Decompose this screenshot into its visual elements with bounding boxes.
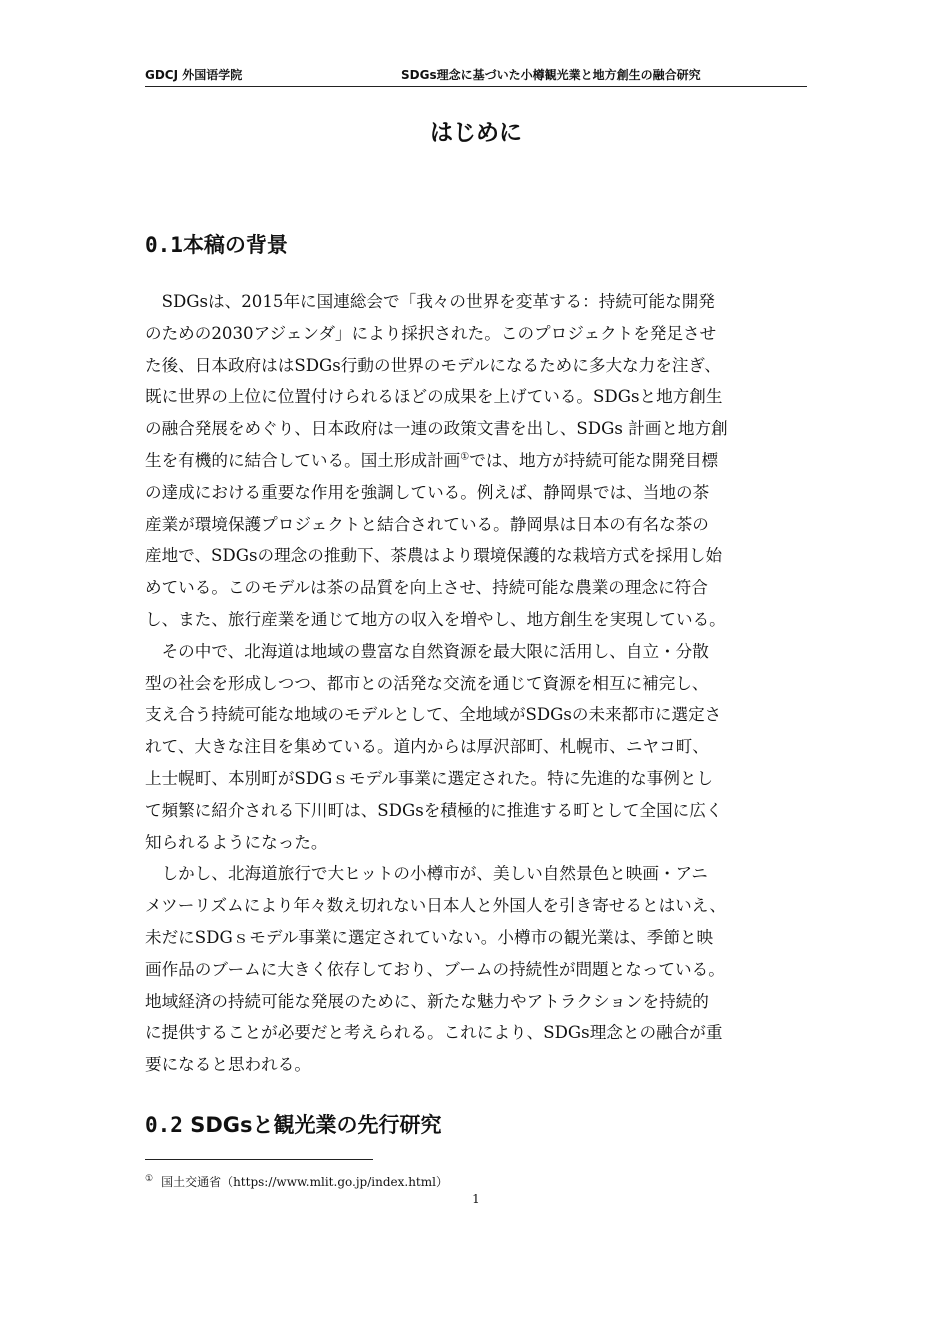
text-line-with-footnote	[145, 445, 807, 477]
text-line: その中で、北海道は地域の豊富な自然資源を最大限に活用し、自立・分散	[145, 641, 709, 661]
paragraph-1	[145, 286, 807, 636]
text-line: れて、大きな注目を集めている。道内からは厚沢部町、札幌市、ニヤコ町、	[145, 737, 709, 757]
footnote-mark: ①	[145, 1174, 154, 1184]
footnote	[145, 1170, 448, 1191]
text-line: に提供することが必要だと考えられる。これにより、SDGs理念との融合が重	[145, 1023, 723, 1043]
text-line: 産地で、SDGsの理念の推動下、茶農はより環境保護的な栽培方式を採用し始	[145, 546, 723, 566]
text-line: し、また、旅行産業を通じて地方の収入を増やし、地方創生を実現している。	[145, 609, 726, 629]
text-line: の融合発展をめぐり、日本政府は一連の政策文書を出し、SDGs 計画と地方創	[145, 419, 728, 439]
page-number: 1	[472, 1192, 480, 1206]
section-heading-0-2	[145, 1110, 807, 1140]
footnote-separator	[145, 1159, 373, 1160]
body-text	[145, 286, 807, 1081]
text-line: のための2030アジェンダ」により採択された。このプロジェクトを発足させ	[145, 323, 717, 343]
paragraph-3	[145, 858, 807, 1081]
text-line: しかし、北海道旅行で大ヒットの小樽市が、美しい自然景色と映画・アニ	[145, 864, 708, 884]
section-heading-0-1	[145, 230, 807, 260]
text-line: 既に世界の上位に位置付けられるほどの成果を上げている。SDGsと地方創生	[145, 387, 723, 407]
chapter-title: はじめに	[430, 120, 522, 146]
text-line: た後、日本政府ははSDGs行動の世界のモデルになるために多大な力を注ぎ、	[145, 355, 721, 375]
text-line: 知られるようになった。	[145, 832, 328, 852]
section-title: SDGsと観光業の先行研究	[190, 1113, 442, 1137]
paragraph-2	[145, 636, 807, 859]
text-line: 上士幌町、本別町がSDGｓモデル事業に選定された。特に先進的な事例とし	[145, 768, 714, 788]
section-number: 0.1	[145, 233, 183, 257]
text-line: 要になると思われる。	[145, 1055, 311, 1075]
text-line: の達成における重要な作用を強調している。例えば、静岡県では、当地の茶	[145, 482, 710, 502]
header-left-text: GDCJ 外国语学院	[145, 68, 243, 82]
text-line: 地域経済の持続可能な発展のために、新たな魅力やアトラクションを持続的	[145, 991, 709, 1011]
footnote-reference[interactable]: ①	[460, 451, 470, 463]
header-right-text: SDGs理念に基づいた小樽観光業と地方創生の融合研究	[401, 68, 701, 82]
document-page	[145, 0, 807, 1344]
text-line: 画作品のブームに大きく依存しており、ブームの持続性が問題となっている。	[145, 959, 725, 979]
text-line: て頻繁に紹介される下川町は、SDGsを積極的に推進する町として全国に広く	[145, 800, 723, 820]
text-line: メツーリズムにより年々数え切れない日本人と外国人を引き寄せるとはいえ、	[145, 896, 726, 916]
running-header	[145, 66, 807, 87]
section-title: 本稿の背景	[182, 233, 288, 257]
text-segment: 生を有機的に結合している。国土形成計画	[145, 450, 461, 470]
section-number: 0.2	[145, 1113, 183, 1137]
text-line: 産業が環境保護プロジェクトと結合されている。静岡県は日本の有名な茶の	[145, 514, 709, 534]
text-line: SDGsは、2015年に国連総会で「我々の世界を変革する：持続可能な開発	[145, 292, 715, 311]
text-line: 未だにSDGｓモデル事業に選定されていない。小樽市の観光業は、季節と映	[145, 927, 714, 947]
footnote-text: 国土交通省（https://www.mlit.go.jp/index.html）	[161, 1175, 448, 1189]
text-line: めている。このモデルは茶の品質を向上させ、持続可能な農業の理念に符合	[145, 578, 708, 598]
text-line: 支え合う持続可能な地域のモデルとして、全地域がSDGsの未来都市に選定さ	[145, 705, 722, 725]
text-segment: では、地方が持続可能な開発目標	[469, 450, 719, 470]
text-line: 型の社会を形成しつつ、都市との活発な交流を通じて資源を相互に補完し、	[145, 673, 709, 693]
